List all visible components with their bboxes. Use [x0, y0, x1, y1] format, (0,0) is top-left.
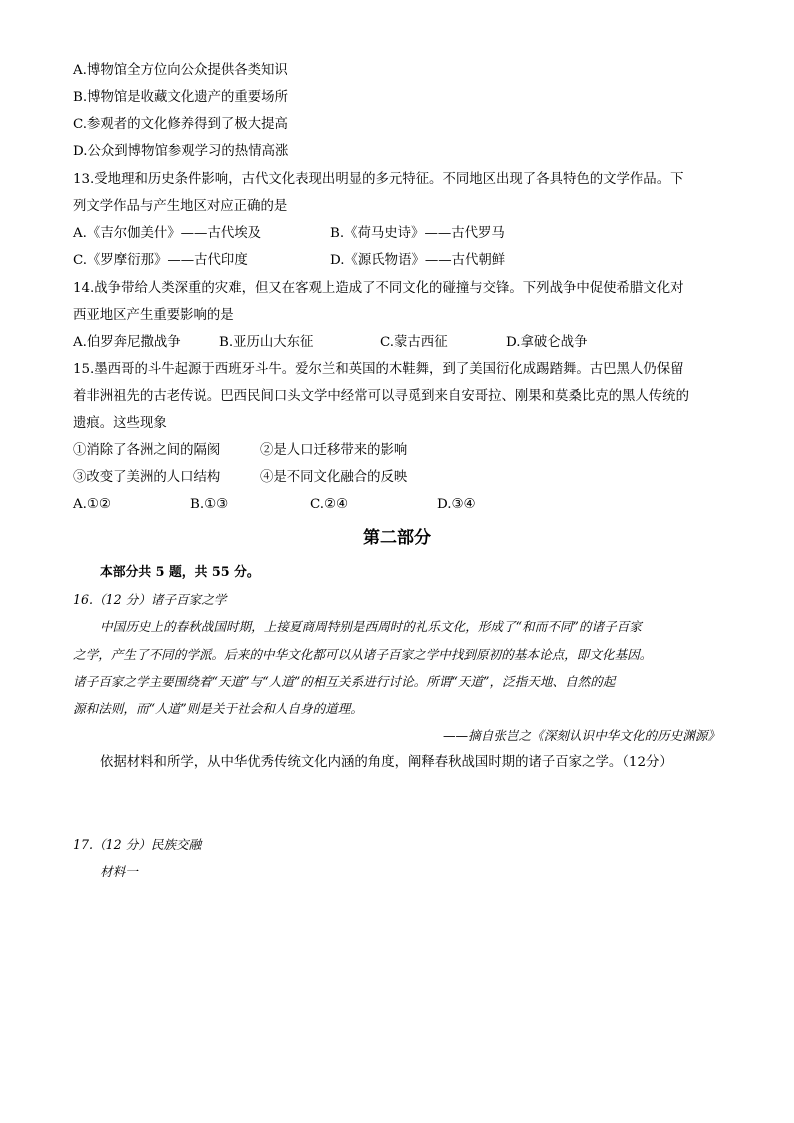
- q13-stem-line1: 13.受地理和历史条件影响，古代文化表现出明显的多元特征。不同地区出现了各具特色的文学作品。下: [73, 172, 684, 187]
- q13-option-b: B.《荷马史诗》——古代罗马: [330, 226, 505, 241]
- q16-task: 依据材料和所学，从中华优秀传统文化内涵的角度，阐释春秋战国时期的诸子百家之学。（12分）: [100, 755, 673, 770]
- q17-material-label: 材料一: [100, 864, 138, 879]
- q14-option-b: B.亚历山大东征: [219, 335, 314, 350]
- q13-option-a: A.《吉尔伽美什》——古代埃及: [73, 226, 262, 241]
- q16-material-line1: 中国历史上的春秋战国时期，上接夏商周特别是西周时的礼乐文化，形成了“和而不同”的诸子百家: [100, 619, 642, 634]
- q16-material-line4: 源和法则，而“人道”则是关于社会和人自身的道理。: [73, 701, 363, 716]
- q15-option-b: B.①③: [190, 497, 229, 512]
- q14-option-c: C.蒙古西征: [380, 335, 448, 350]
- q13-option-c: C.《罗摩衍那》——古代印度: [73, 253, 248, 268]
- q15-option-c: C.②④: [310, 497, 349, 512]
- part-two-intro: 本部分共 5 题，共 55 分。: [100, 565, 260, 580]
- q12-option-c: C.参观者的文化修养得到了极大提高: [73, 117, 288, 132]
- q13-option-d: D.《源氏物语》——古代朝鲜: [330, 253, 506, 268]
- q14-option-a: A.伯罗奔尼撒战争: [73, 335, 181, 350]
- q16-material-line3: 诸子百家之学主要围绕着“天道”与“人道”的相互关系进行讨论。所谓“天道”，泛指天地、自然的起: [73, 674, 616, 689]
- q17-heading: 17.（12 分）民族交融: [73, 837, 202, 852]
- q16-source: ——摘自张岂之《深刻认识中华文化的历史渊源》: [442, 728, 720, 743]
- q15-stem-line3: 遗痕。这些现象: [73, 416, 167, 431]
- q12-option-a: A.博物馆全方位向公众提供各类知识: [73, 63, 288, 78]
- q13-stem-line2: 列文学作品与产生地区对应正确的是: [73, 199, 288, 214]
- q16-heading: 16.（12 分）诸子百家之学: [73, 592, 227, 607]
- q15-option-a: A.①②: [73, 497, 111, 512]
- q15-option-d: D.③④: [437, 497, 476, 512]
- q14-stem-line2: 西亚地区产生重要影响的是: [73, 308, 234, 323]
- q12-option-d: D.公众到博物馆参观学习的热情高涨: [73, 144, 289, 159]
- q16-material-line2: 之学，产生了不同的学派。后来的中华文化都可以从诸子百家之学中找到原初的基本论点，即文化基因。: [73, 647, 653, 662]
- part-two-title: 第二部分: [363, 528, 431, 548]
- q15-statement-4: ④是不同文化融合的反映: [260, 470, 408, 485]
- q15-stem-line1: 15.墨西哥的斗牛起源于西班牙斗牛。爱尔兰和英国的木鞋舞，到了美国衍化成踢踏舞。古巴黑人仍保留: [73, 362, 684, 377]
- q15-statement-2: ②是人口迁移带来的影响: [260, 443, 408, 458]
- q12-option-b: B.博物馆是收藏文化遗产的重要场所: [73, 90, 288, 105]
- q14-stem-line1: 14.战争带给人类深重的灾难，但又在客观上造成了不同文化的碰撞与交锋。下列战争中促使希腊文化对: [73, 281, 684, 296]
- q15-statement-3: ③改变了美洲的人口结构: [73, 470, 221, 485]
- q15-stem-line2: 着非洲祖先的古老传说。巴西民间口头文学中经常可以寻觅到来自安哥拉、刚果和莫桑比克的黑人传统的: [73, 389, 689, 404]
- q14-option-d: D.拿破仑战争: [506, 335, 588, 350]
- q15-statement-1: ①消除了各洲之间的隔阂: [73, 443, 221, 458]
